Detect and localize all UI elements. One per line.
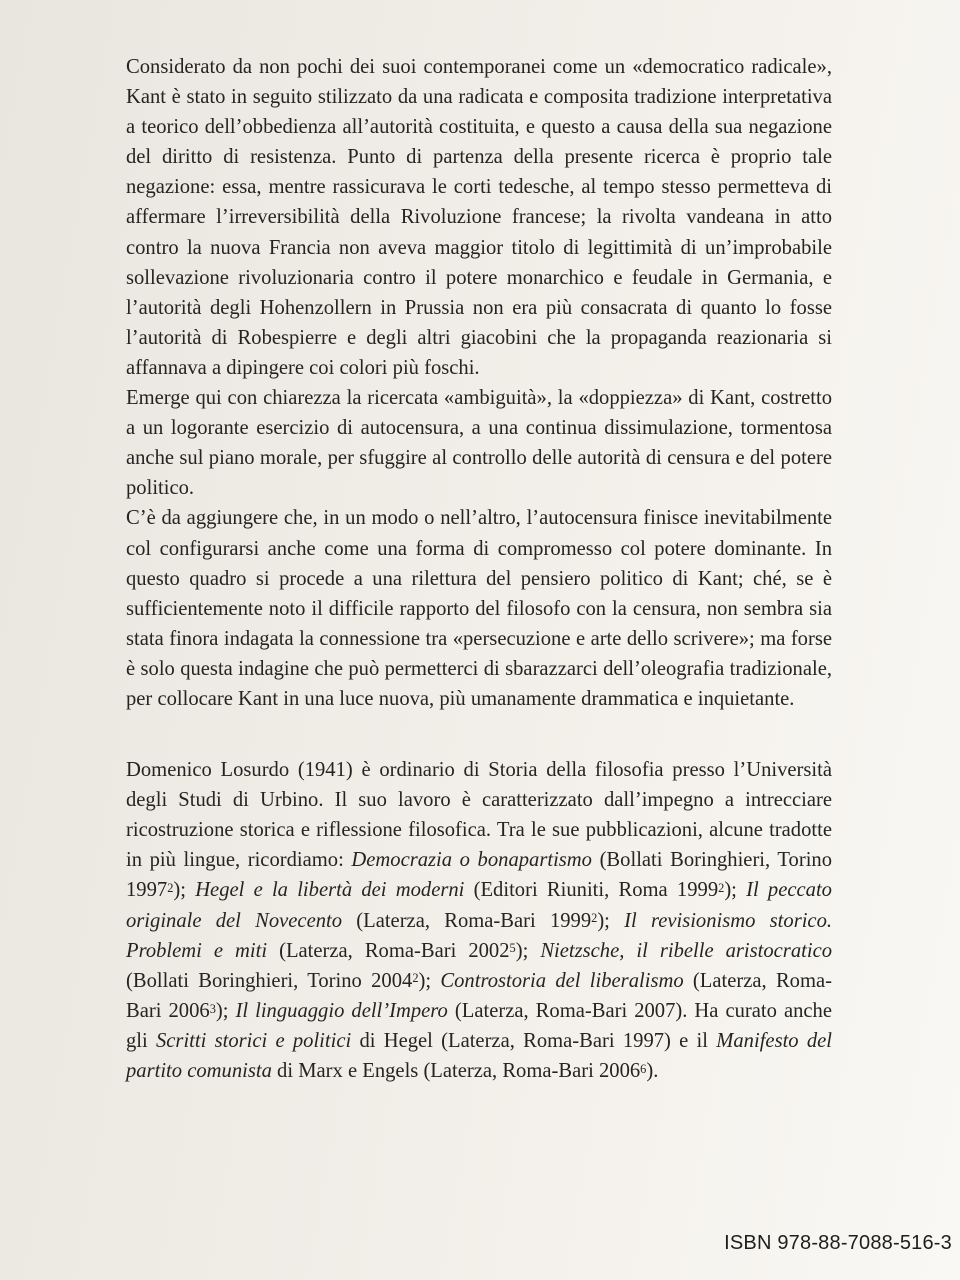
bio-text: (Laterza, Roma-Bari 1999 [342, 909, 592, 932]
bio-text: ); [215, 999, 236, 1022]
bio-text: ); [724, 879, 747, 902]
book-title: Democrazia o bonapartismo [351, 849, 592, 872]
book-title: Nietzsche, il ribelle aristocratico [540, 939, 833, 962]
bio-text: di Hegel (Laterza, Roma-Bari 1997) e il [351, 1029, 717, 1052]
book-title: Il linguaggio dell’Impero [235, 999, 448, 1022]
book-title: Il peccato originale del Novecento [126, 879, 832, 932]
bio-text: ); [515, 939, 541, 962]
bio-text: (Laterza, Roma-Bari 2006 [126, 969, 832, 1022]
edition-number: 3 [209, 1001, 216, 1016]
bio-text: di Marx e Engels (Laterza, Roma-Bari 2006 [271, 1060, 641, 1082]
book-title: Manifesto del partito comunista [126, 1029, 833, 1082]
bio-text: Domenico Losurdo (1941) è ordinario di Storia della filosofia presso l’Università degli Studi di Urbino. Il suo lavoro è caratterizzato dall’impegno a intrecciare ricostruzione storica e riflessione filosofica. Tra le sue pubblicazioni, alcune tradotte in più lingue, ricordiamo: [126, 759, 832, 872]
bio-text: (Laterza, Roma-Bari 2007). Ha curato anche gli [126, 999, 832, 1052]
bio-text: (Bollati Boringhieri, Torino 2004 [126, 969, 413, 992]
bio-text: ); [173, 879, 196, 902]
description-paragraph-3: C’è da aggiungere che, in un modo o nell’altro, l’autocensura finisce inevitabilmente col configurarsi anche come una forma di compromesso col potere dominante. In questo quadro si procede a una rilettura del pensiero politico di Kant; ché, se è sufficientemente noto il difficile rapporto del filosofo con la censura, non sembra sia stata finora indagata la connessione tra «persecuzione e arte dello scrivere»; ma forse è solo questa indagine che può permetterci di sbarazzarci dell’oleografia tradizionale, per collocare Kant in una luce nuova, più umanamente drammatica e inquietante. [126, 507, 832, 710]
book-title: Scritti storici e politici [156, 1029, 352, 1052]
edition-number: 2 [591, 911, 598, 926]
bio-text: (Bollati Boringhieri, Torino 1997 [126, 849, 833, 902]
book-title: Hegel e la libertà dei moderni [195, 879, 465, 902]
book-title: Controstoria del liberalismo [440, 969, 684, 992]
bio-text: (Editori Riuniti, Roma 1999 [464, 879, 719, 902]
bio-text: (Laterza, Roma-Bari 2002 [267, 939, 510, 962]
back-cover-text [126, 52, 832, 1086]
isbn-code: ISBN 978-88-7088-516-3 [724, 1232, 952, 1254]
section-gap [126, 714, 832, 755]
description-paragraph-2: Emerge qui con chiarezza la ricercata «ambiguità», la «doppiezza» di Kant, costretto a un logorante esercizio di autocensura, a una continua dissimulazione, tormentosa anche sul piano morale, per sfuggire al controllo delle autorità di censura e del potere politico. [126, 387, 832, 500]
bio-text: ); [597, 909, 625, 932]
bio-text: ); [418, 969, 441, 992]
description-paragraph-1: Considerato da non pochi dei suoi contemporanei come un «democratico radicale», Kant è stato in seguito stilizzato da una radicata e composita tradizione interpretativa a teorico dell’obbedienza all’autorità costituita, e questo a causa della sua negazione del diritto di resistenza. Punto di partenza della presente ricerca è proprio tale negazione: essa, mentre rassicurava le corti tedesche, al tempo stesso permetteva di affermare l’irreversibilità della Rivoluzione francese; la rivolta vandeana in atto contro la nuova Francia non aveva maggior titolo di legittimità di un’improbabile sollevazione rivoluzionaria contro il potere monarchico e feudale in Germania, e l’autorità degli Hohenzollern in Prussia non era più consacrata di quanto lo fosse l’autorità di Robespierre e degli altri giacobini che la propaganda reazionaria si affannava a dipingere coi colori più foschi. [126, 56, 832, 379]
edition-number: 5 [509, 941, 516, 956]
bio-text: ). [646, 1060, 659, 1082]
book-title: Il revisionismo storico. Problemi e miti [126, 909, 833, 962]
author-bio [126, 755, 832, 1086]
edition-number: 2 [412, 971, 419, 986]
edition-number: 2 [167, 881, 174, 896]
edition-number: 2 [718, 881, 725, 896]
edition-number: 6 [640, 1061, 647, 1076]
